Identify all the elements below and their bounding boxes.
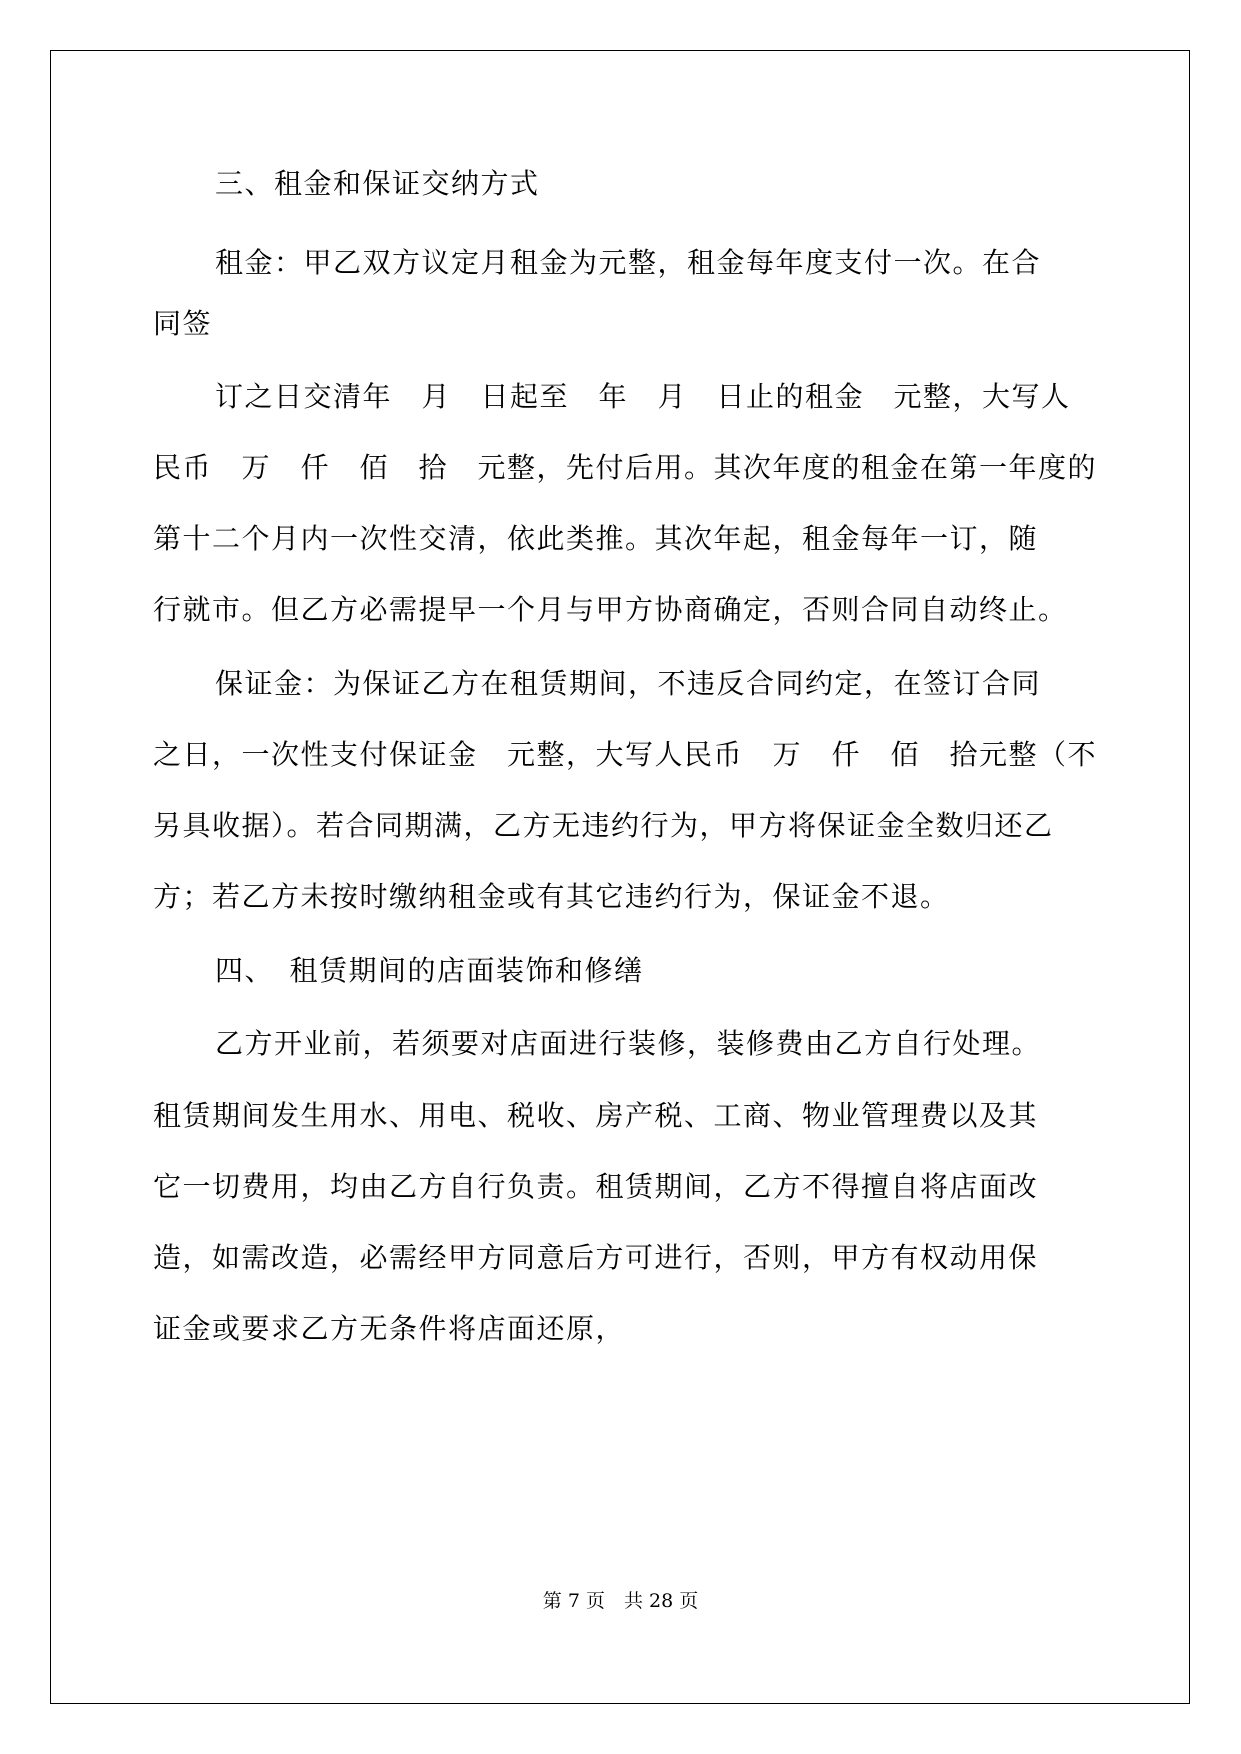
paragraph-line: 租金：甲乙双方议定月租金为元整，租金每年度支付一次。在合 (215, 246, 1042, 279)
paragraph-line: 方；若乙方未按时缴纳租金或有其它违约行为，保证金不退。 (153, 880, 950, 913)
paragraph-line: 行就市。但乙方必需提早一个月与甲方协商确定，否则合同自动终止。 (153, 593, 1068, 626)
paragraph-line: 保证金：为保证乙方在租赁期间，不违反合同约定，在签订合同 (215, 667, 1042, 700)
paragraph-line: 证金或要求乙方无条件将店面还原， (153, 1312, 626, 1345)
paragraph-line: 同签 (153, 307, 213, 340)
section-heading-rent-deposit: 三、租金和保证交纳方式 (215, 167, 540, 200)
paragraph-line: 租赁期间发生用水、用电、税收、房产税、工商、物业管理费以及其 (153, 1099, 1039, 1132)
paragraph-line: 第十二个月内一次性交清，依此类推。其次年起，租金每年一订，随 (153, 522, 1039, 555)
paragraph-line: 民币 万 仟 佰 拾 元整，先付后用。其次年度的租金在第一年度的 (153, 451, 1098, 484)
paragraph-line: 造，如需改造，必需经甲方同意后方可进行，否则，甲方有权动用保 (153, 1241, 1039, 1274)
page-number-footer: 第 7 页 共 28 页 (542, 1590, 699, 1612)
paragraph-line: 订之日交清年 月 日起至 年 月 日止的租金 元整，大写人 (215, 380, 1071, 413)
paragraph-line: 另具收据）。若合同期满，乙方无违约行为，甲方将保证金全数归还乙 (153, 809, 1054, 842)
paragraph-line: 之日，一次性支付保证金 元整，大写人民币 万 仟 佰 拾元整（不 (153, 738, 1098, 771)
section-heading-decoration-repair: 四、 租赁期间的店面装饰和修缮 (215, 954, 644, 987)
paragraph-line: 乙方开业前，若须要对店面进行装修，装修费由乙方自行处理。 (215, 1027, 1042, 1060)
paragraph-line: 它一切费用，均由乙方自行负责。租赁期间，乙方不得擅自将店面改 (153, 1170, 1039, 1203)
